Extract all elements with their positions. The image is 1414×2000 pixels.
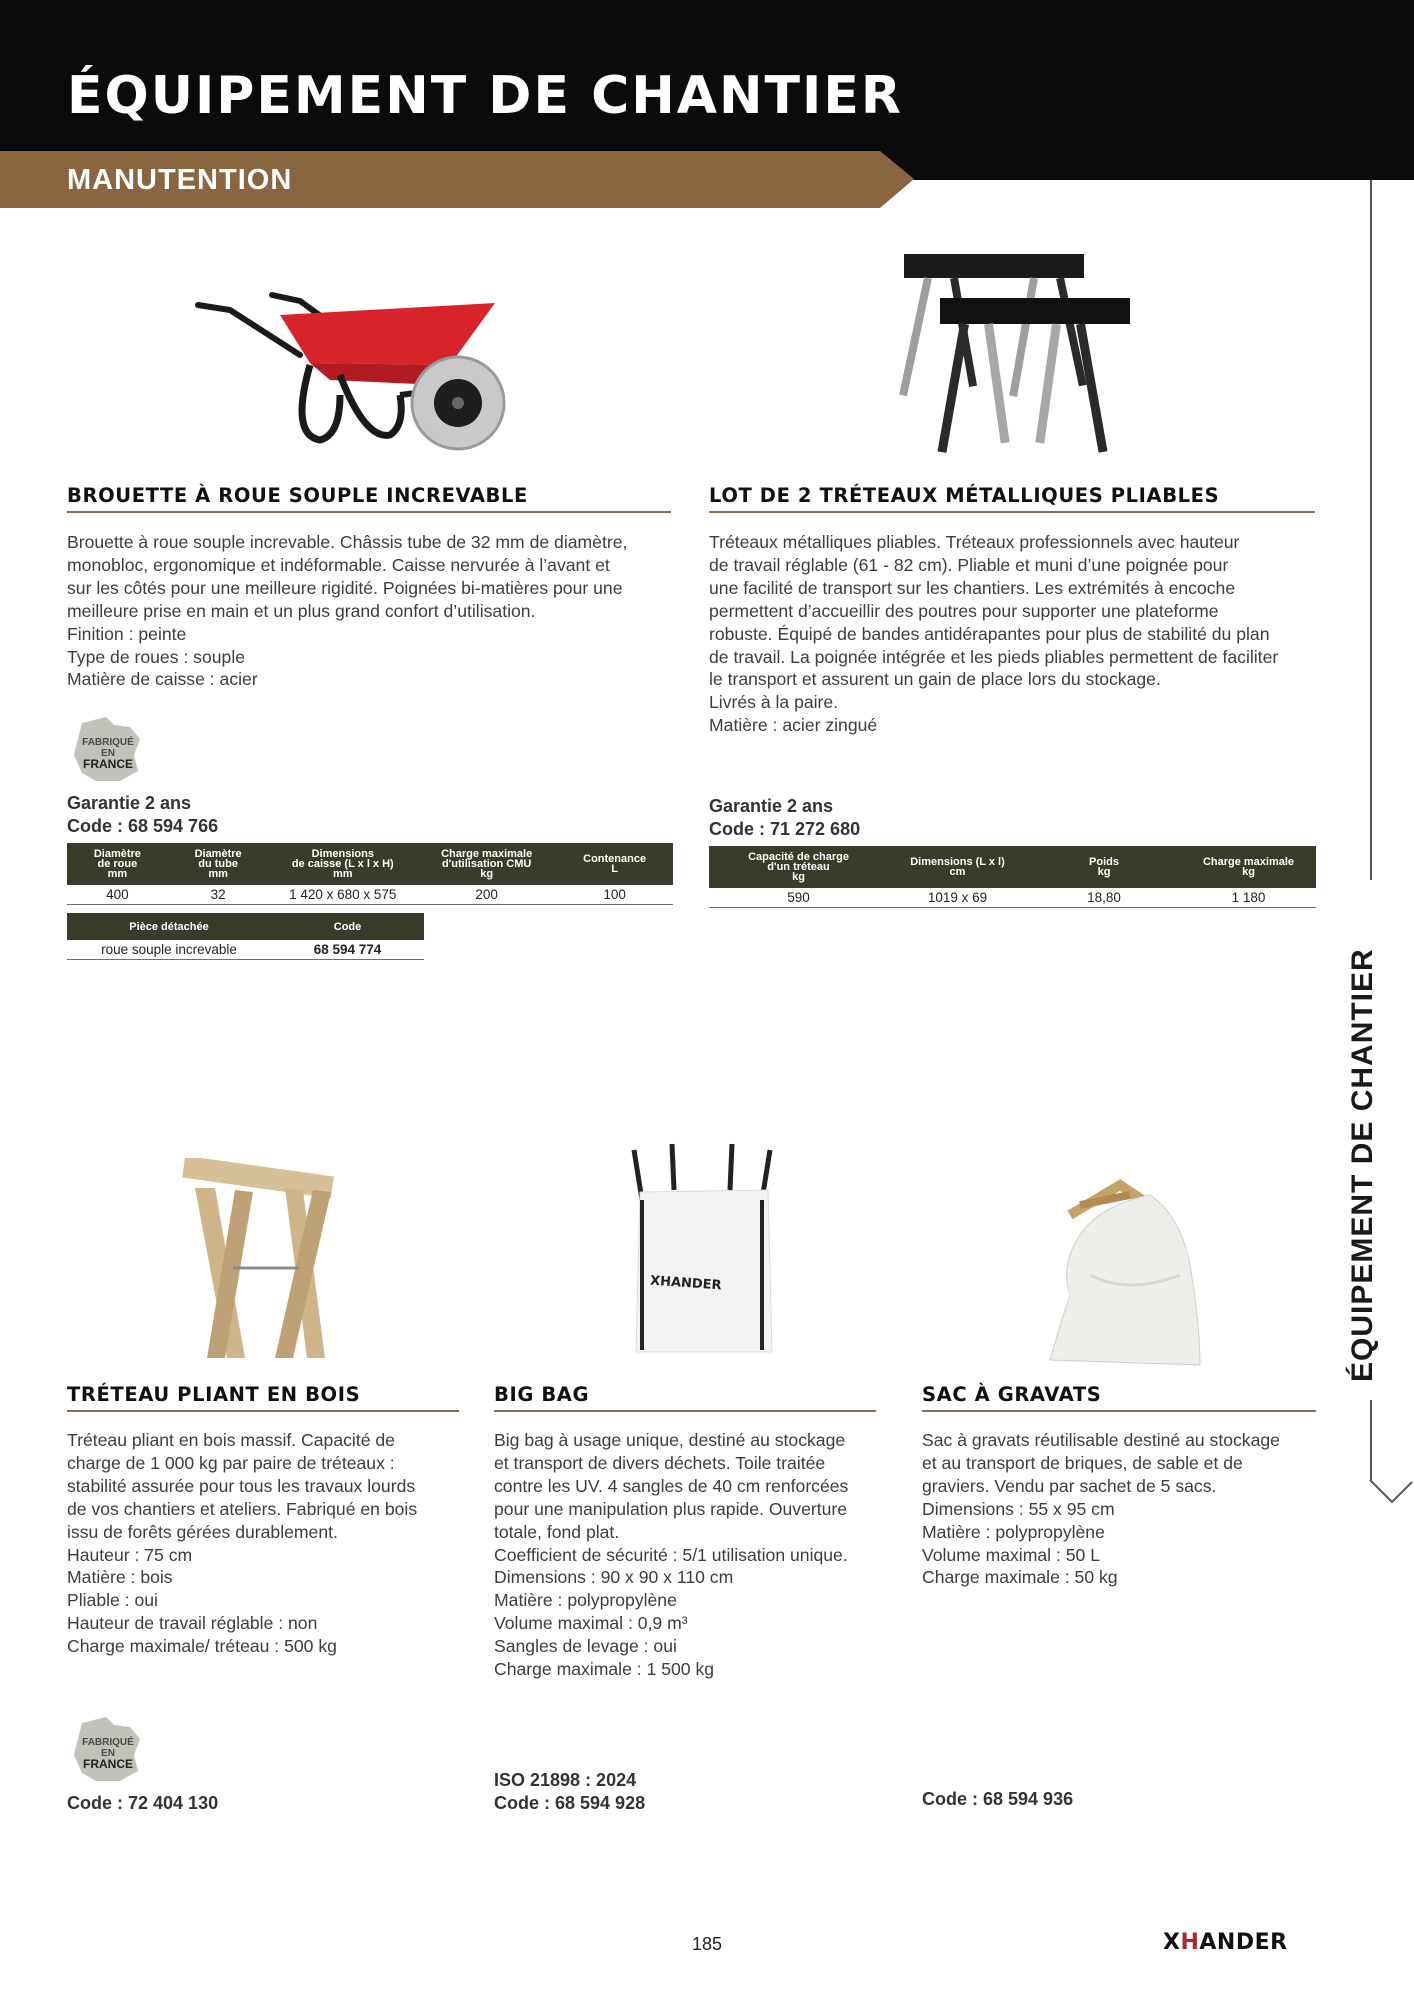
desc-line: Charge maximale/ tréteau : 500 kg xyxy=(67,1636,337,1657)
brand-logo: XHANDER xyxy=(1163,1930,1288,1955)
desc-line: Tréteau pliant en bois massif. Capacité de xyxy=(67,1430,395,1450)
desc-line: Tréteaux métalliques pliables. Tréteaux professionnels avec hauteur xyxy=(709,532,1240,552)
rubble-bag-image xyxy=(1040,1175,1210,1375)
desc-line: pour une manipulation plus rapide. Ouverture xyxy=(494,1498,848,1519)
table-header: Diamètre du tube mm xyxy=(168,843,269,885)
badge-line: FABRIQUÉ xyxy=(82,737,134,748)
desc-line: de travail. La poignée intégrée et les pieds pliables permettent de faciliter xyxy=(709,646,1279,667)
table-row xyxy=(67,940,424,960)
table-header: Contenance L xyxy=(556,843,673,885)
product-code: Code : 72 404 130 xyxy=(67,1793,219,1813)
table-header: Code xyxy=(271,913,424,940)
desc-line: Hauteur de travail réglable : non xyxy=(67,1613,318,1634)
table-header: Dimensions de caisse (L x l x H) mm xyxy=(268,843,417,885)
product-title: SAC À GRAVATS xyxy=(922,1383,1316,1412)
table-cell: 200 xyxy=(417,885,556,905)
table-cell: 400 xyxy=(67,885,168,905)
desc-line: sur les côtés pour une meilleure rigidité. Poignées bi-matières pour une xyxy=(67,577,623,598)
table-header: Charge maximale kg xyxy=(1181,846,1316,888)
table-cell: 18,80 xyxy=(1027,888,1181,908)
desc-line: Charge maximale : 50 kg xyxy=(922,1567,1118,1588)
desc-line: Matière : polypropylène xyxy=(494,1590,677,1611)
desc-line: Volume maximal : 50 L xyxy=(922,1544,1100,1565)
product-title: BROUETTE À ROUE SOUPLE INCREVABLE xyxy=(67,484,671,513)
desc-line: robuste. Équipé de bandes antidérapantes pour plus de stabilité du plan xyxy=(709,623,1270,644)
product-description xyxy=(67,1429,417,1658)
side-rail-chevron-icon xyxy=(1368,1478,1414,1518)
desc-line: monobloc, ergonomique et indéformable. Caisse nervurée à l’avant et xyxy=(67,554,610,575)
side-rail-line xyxy=(1370,1400,1372,1480)
desc-line: de travail réglable (61 - 82 cm). Pliable et muni d’une poignée pour xyxy=(709,554,1229,575)
desc-line: permettent d’accueillir des poutres pour supporter une plateforme xyxy=(709,600,1219,621)
wheelbarrow-image xyxy=(190,285,530,455)
table-row xyxy=(67,885,673,905)
bag-brand-print: XHANDER xyxy=(649,1273,722,1294)
table-cell: 32 xyxy=(168,885,269,905)
desc-line: Pliable : oui xyxy=(67,1590,158,1611)
product-code: Code : 68 594 936 xyxy=(922,1789,1074,1809)
table-header: Capacité de charge d'un tréteau kg xyxy=(709,846,888,888)
desc-line: Sangles de levage : oui xyxy=(494,1636,677,1657)
badge-line: EN xyxy=(101,748,115,759)
product-title: TRÉTEAU PLIANT EN BOIS xyxy=(67,1383,459,1412)
desc-line: Matière : bois xyxy=(67,1567,173,1588)
product-code: Code : 68 594 928 xyxy=(494,1793,646,1813)
desc-line: contre les UV. 4 sangles de 40 cm renforcées xyxy=(494,1475,849,1496)
desc-line: Dimensions : 55 x 95 cm xyxy=(922,1498,1115,1519)
table-cell: 1 420 x 680 x 575 xyxy=(268,885,417,905)
table-header: Diamètre de roue mm xyxy=(67,843,168,885)
desc-line: Type de roues : souple xyxy=(67,646,246,667)
desc-line: totale, fond plat. xyxy=(494,1521,620,1542)
desc-line: une facilité de transport sur les chantiers. Les extrémités à encoche xyxy=(709,577,1236,598)
table-cell: 590 xyxy=(709,888,888,908)
desc-line: Charge maximale : 1 500 kg xyxy=(494,1659,715,1680)
big-bag-image xyxy=(628,1140,778,1360)
desc-line: Livrés à la paire. xyxy=(709,692,839,713)
desc-line: Coefficient de sécurité : 5/1 utilisation unique. xyxy=(494,1544,848,1565)
desc-line: Brouette à roue souple increvable. Châssis tube de 32 mm de diamètre, xyxy=(67,532,628,552)
desc-line: meilleure prise en main et un plus grand confort d’utilisation. xyxy=(67,600,536,621)
table-header: Poids kg xyxy=(1027,846,1181,888)
spec-table xyxy=(709,846,1316,908)
product-title: LOT DE 2 TRÉTEAUX MÉTALLIQUES PLIABLES xyxy=(709,484,1315,513)
garantie: Garantie 2 ans xyxy=(709,796,834,816)
desc-line: Hauteur : 75 cm xyxy=(67,1544,193,1565)
metal-trestles-image xyxy=(880,248,1140,478)
desc-line: charge de 1 000 kg par paire de tréteaux : xyxy=(67,1452,395,1473)
garantie: Garantie 2 ans xyxy=(67,793,192,813)
desc-line: Sac à gravats réutilisable destiné au stockage xyxy=(922,1430,1280,1450)
side-rail-line xyxy=(1370,180,1372,880)
product-description xyxy=(494,1429,848,1681)
table-cell: 100 xyxy=(556,885,673,905)
badge-line: FRANCE xyxy=(83,757,133,771)
desc-line: stabilité assurée pour tous les travaux lourds xyxy=(67,1475,416,1496)
desc-line: graviers. Vendu par sachet de 5 sacs. xyxy=(922,1475,1217,1496)
desc-line: Volume maximal : 0,9 m³ xyxy=(494,1613,688,1634)
desc-line: Big bag à usage unique, destiné au stockage xyxy=(494,1430,846,1450)
fabrique-en-france-badge xyxy=(68,1715,148,1785)
side-section-label: ÉQUIPEMENT DE CHANTIER xyxy=(1346,948,1379,1382)
product-code: Code : 71 272 680 xyxy=(709,819,861,839)
page-number: 185 xyxy=(692,1934,723,1954)
wooden-trestle-image xyxy=(175,1158,345,1368)
desc-line: Finition : peinte xyxy=(67,623,187,644)
fabrique-en-france-badge xyxy=(68,715,148,785)
product-description xyxy=(922,1429,1280,1589)
desc-line: et transport de divers déchets. Toile traitée xyxy=(494,1452,826,1473)
section-title: MANUTENTION xyxy=(67,164,293,196)
product-description xyxy=(67,531,627,691)
table-header: Pièce détachée xyxy=(67,913,271,940)
table-cell: roue souple increvable xyxy=(67,940,271,960)
desc-line: issu de forêts gérées durablement. xyxy=(67,1521,338,1542)
desc-line: Matière de caisse : acier xyxy=(67,669,258,690)
desc-line: et au transport de briques, de sable et de xyxy=(922,1452,1243,1473)
table-header: Charge maximale d'utilisation CMU kg xyxy=(417,843,556,885)
spec-table xyxy=(67,843,673,905)
badge-line: EN xyxy=(101,1748,115,1759)
product-description xyxy=(709,531,1278,737)
desc-line: le transport et assurent un gain de place lors du stockage. xyxy=(709,669,1161,690)
desc-line: Matière : polypropylène xyxy=(922,1521,1105,1542)
desc-line: de vos chantiers et ateliers. Fabriqué en bois xyxy=(67,1498,418,1519)
badge-line: FABRIQUÉ xyxy=(82,1737,134,1748)
product-title: BIG BAG xyxy=(494,1383,876,1412)
table-cell: 1019 x 69 xyxy=(888,888,1027,908)
page-title: ÉQUIPEMENT DE CHANTIER xyxy=(67,66,903,126)
table-cell: 1 180 xyxy=(1181,888,1316,908)
table-header: Dimensions (L x l) cm xyxy=(888,846,1027,888)
desc-line: Matière : acier zingué xyxy=(709,715,878,736)
product-code: Code : 68 594 766 xyxy=(67,816,219,836)
table-row xyxy=(709,888,1316,908)
parts-table xyxy=(67,913,424,960)
desc-line: Dimensions : 90 x 90 x 110 cm xyxy=(494,1567,734,1588)
table-cell: 68 594 774 xyxy=(271,940,424,960)
badge-line: FRANCE xyxy=(83,1757,133,1771)
iso-standard: ISO 21898 : 2024 xyxy=(494,1770,637,1790)
